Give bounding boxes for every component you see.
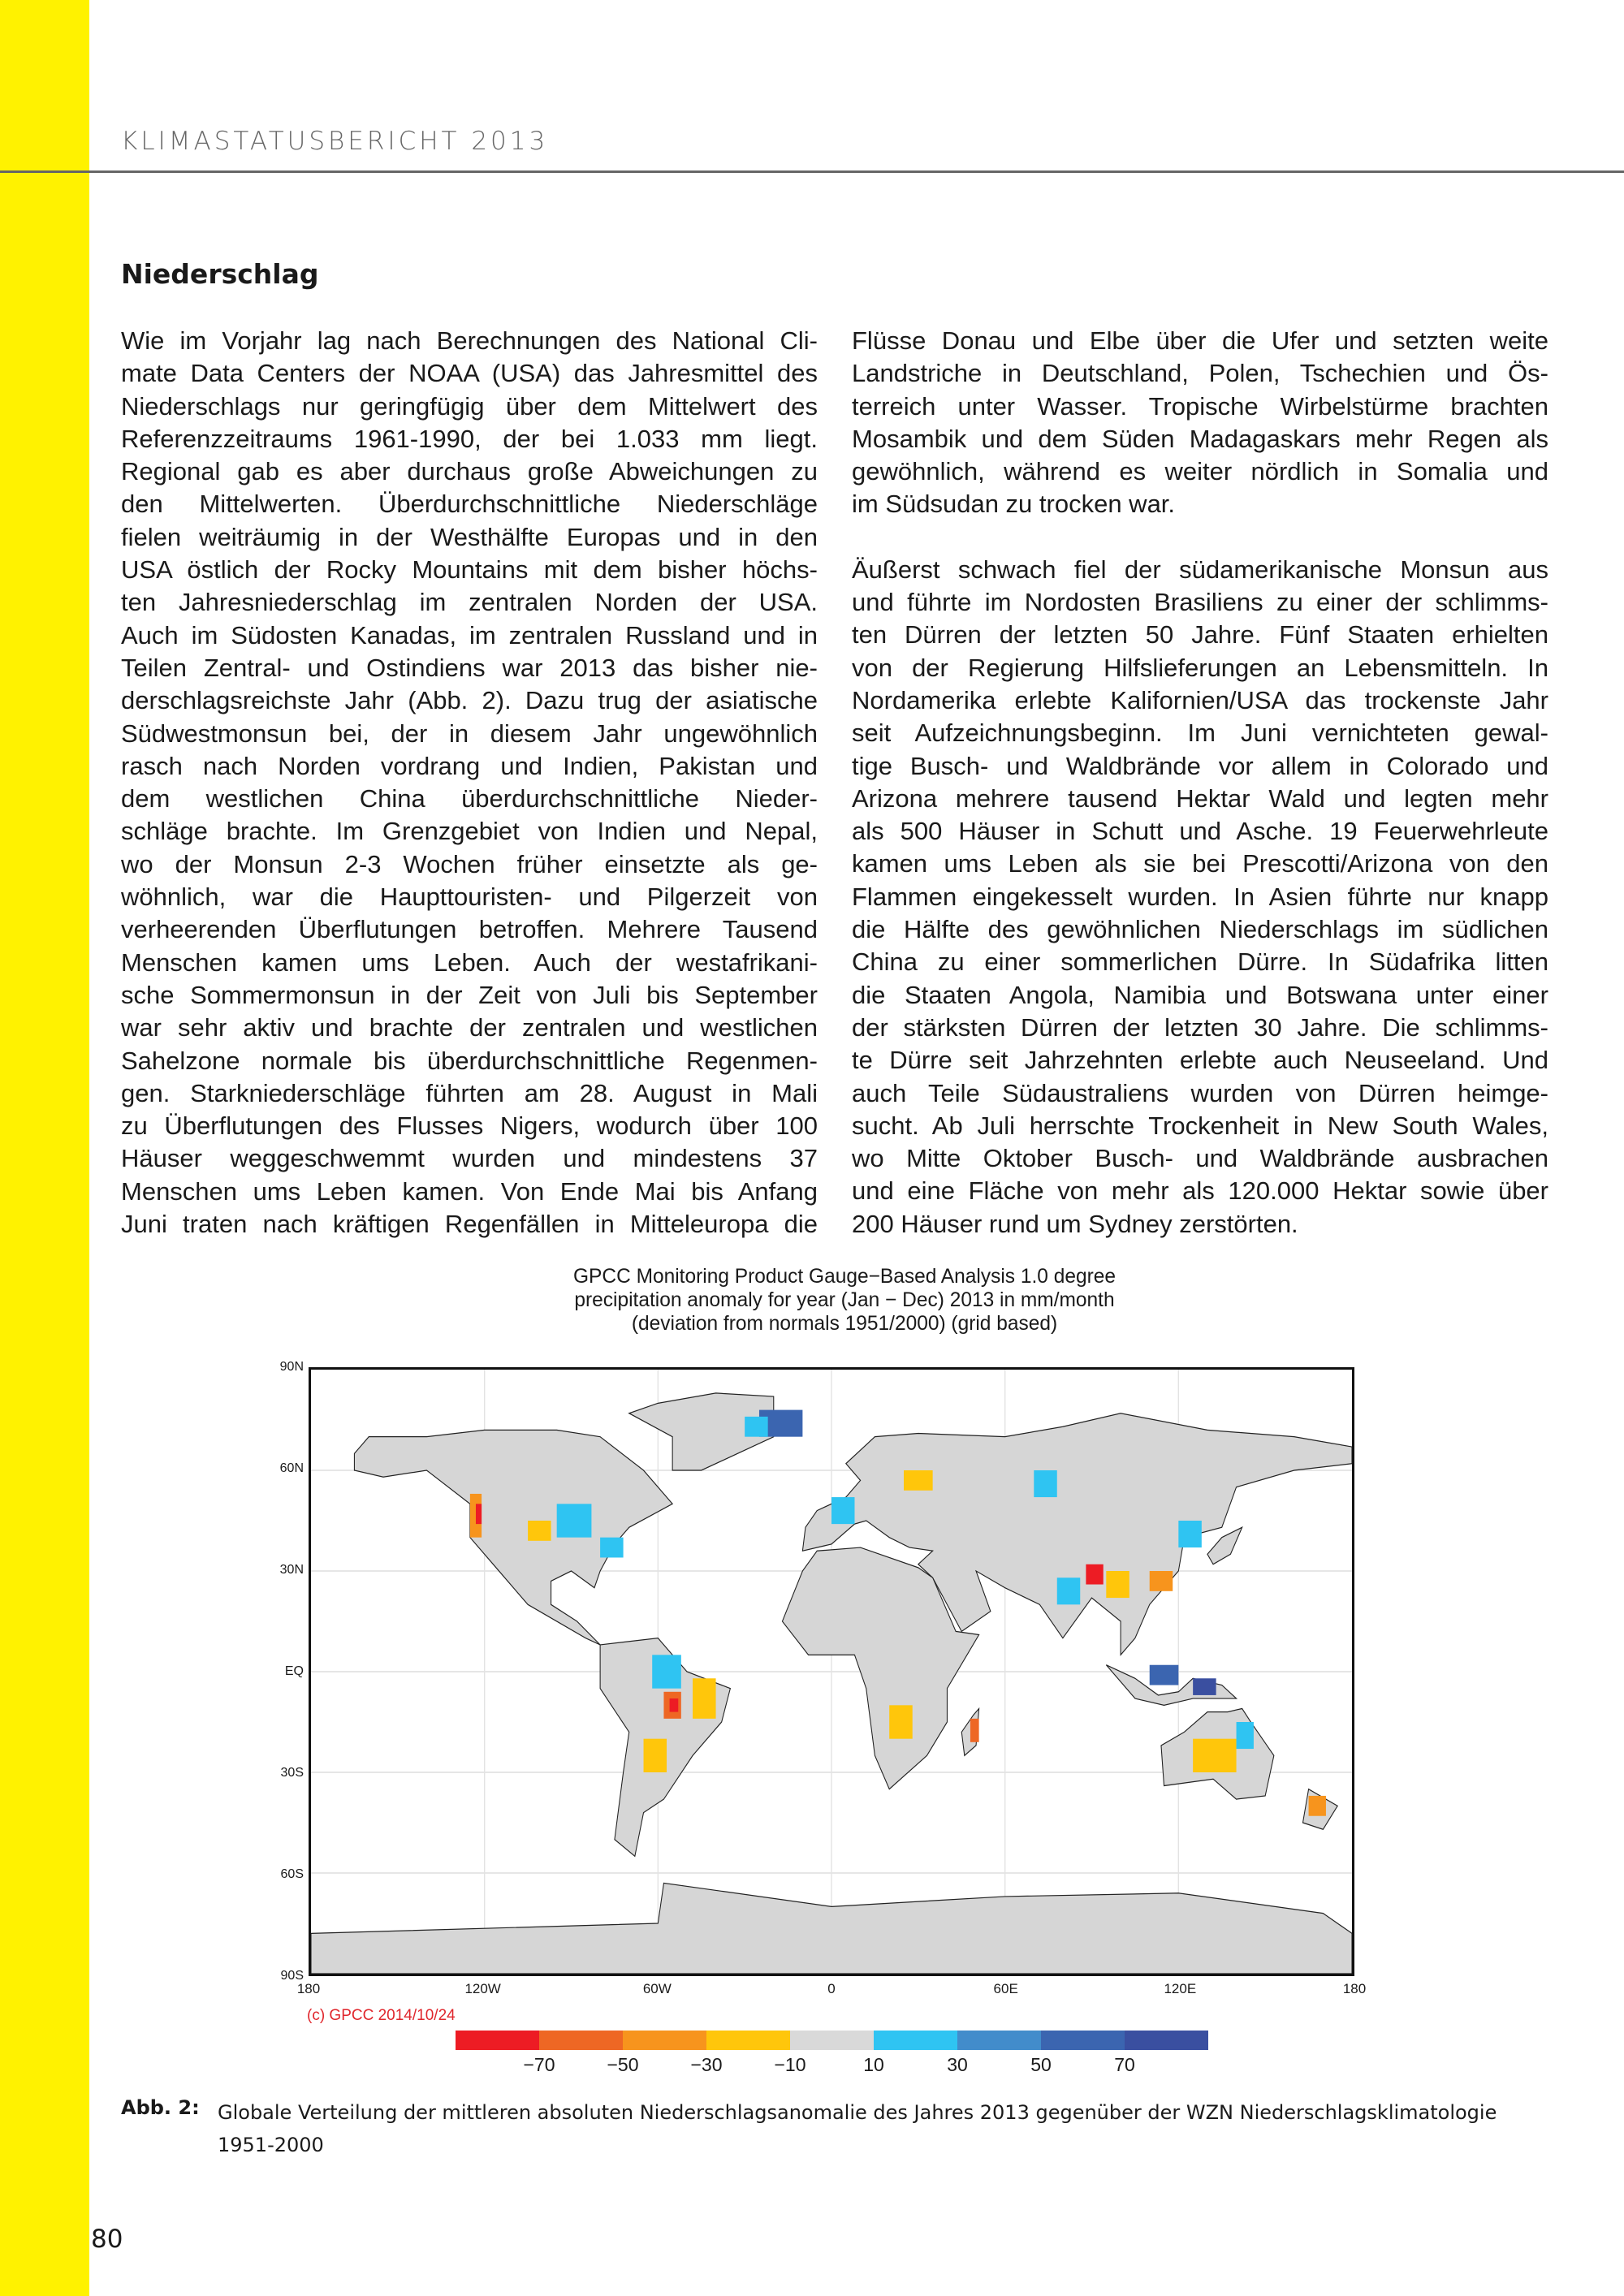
text-line: Niederschlags nur geringfügig über dem Mittelwert des [121,391,818,421]
text-line: Menschen kamen ums Leben. Auch der westafrikani- [121,947,818,977]
text-line: Flüsse Donau und Elbe über die Ufer und setzten weite [852,326,1548,355]
colorbar-swatch [1041,2031,1125,2050]
colorbar-swatch [874,2031,957,2050]
japan [1207,1527,1242,1564]
figure-title-line: (deviation from normals 1951/2000) (grid based) [631,1312,1058,1335]
text-line: sche Sommermonsun in der Zeit von Juli bis September [121,980,818,1009]
text-line: Flammen eingekesselt wurden. In Asien führte nur knapp [852,882,1548,911]
text-line: der stärksten Dürren der letzten 30 Jahre. Die schlimms- [852,1012,1548,1042]
text-line: Teilen Zentral- und Ostindiens war 2013 das bisher nie- [121,653,818,682]
lat-tick-label: 60N [279,1461,304,1475]
colorbar-swatch [957,2031,1041,2050]
text-line: Juni traten nach kräftigen Regenfällen in Mitteleuropa die [121,1210,818,1239]
lat-tick-label: EQ [284,1664,304,1678]
text-column-right [852,325,1548,1273]
text-line: fielen weiträumig in der Westhälfte Europas und in den [121,522,818,551]
text-line: auch Teile Südaustraliens wurden von Dürren heimge- [852,1078,1548,1107]
text-line: im Südsudan zu trocken war. [852,490,1176,519]
lon-tick-label: 120E [1164,1981,1197,1996]
text-line: gen. Starkniederschläge führten am 28. August in Mali [121,1078,818,1107]
colorbar-label: 70 [1114,2054,1135,2075]
text-line: Äußerst schwach fiel der südamerikanische Monsun aus [852,555,1548,584]
paragraph [852,554,1548,1241]
lon-tick-label: 180 [296,1981,321,1996]
colorbar-swatch [456,2031,539,2050]
text-line: Wie im Vorjahr lag nach Berechnungen des National Cli- [121,326,818,355]
text-line: schläge brachte. Im Grenzgebiet von Indien und Nepal, [121,817,818,846]
precipitation-anomaly-map [309,1367,1354,1976]
yellow-margin-bar [0,0,89,2296]
text-line: Südwestmonsun bei, der in diesem Jahr ungewöhnlich [121,719,818,748]
colorbar-label: 30 [947,2054,968,2075]
page-number: 80 [91,2225,123,2254]
colorbar-label: −50 [607,2054,639,2075]
paragraph [852,325,1548,521]
text-line: sucht. Ab Juli herrschte Trockenheit in New South Wales, [852,1111,1548,1140]
text-line: den Mittelwerten. Überdurchschnittliche Niederschläge [121,490,818,519]
text-column-left [121,325,818,1273]
text-line: zu Überflutungen des Flusses Nigers, wodurch über 100 [121,1111,818,1141]
text-line: war sehr aktiv und brachte der zentralen und westlichen [121,1013,818,1042]
paragraph [121,325,818,1241]
text-line: mate Data Centers der NOAA (USA) das Jahresmittel des [121,359,818,388]
text-line: und führte im Nordosten Brasiliens zu einer der schlimms- [852,588,1548,617]
lon-tick-label: 120W [464,1981,501,1996]
caption-text: Globale Verteilung der mittleren absoluten Niederschlagsanomalie des Jahres 2013 gegenüber der WZN Niederschlagsklimatologie 1951-2000 [218,2101,1497,2156]
north-america [354,1430,672,1645]
colorbar-swatch [1125,2031,1208,2050]
text-line: die Hälfte des gewöhnlichen Niederschlags im südlichen [852,915,1548,944]
text-line: von der Regierung Hilfslieferungen an Lebensmitteln. In [852,653,1548,682]
text-line: wo Mitte Oktober Busch- und Waldbrände ausbrachen [852,1144,1548,1173]
colorbar [456,2031,1208,2050]
text-line: Arizona mehrere tausend Hektar Wald und legten mehr [852,783,1548,813]
section-heading: Niederschlag [121,258,319,290]
header-divider [0,170,1624,173]
lon-tick-label: 0 [827,1981,836,1996]
text-line: seit Aufzeichnungsbeginn. Im Juni vernichteten gewal- [852,719,1548,748]
text-line: die Staaten Angola, Namibia und Botswana unter einer [852,980,1548,1009]
text-line: tige Busch- und Waldbrände vor allem in Colorado und [852,751,1548,780]
colorbar-swatch [539,2031,623,2050]
text-line: Sahelzone normale bis überdurchschnittliche Regenmen- [121,1046,818,1075]
lon-tick-label: 180 [1342,1981,1367,1996]
text-line: Regional gab es aber durchaus große Abweichungen zu [121,457,818,486]
colorbar-label: 10 [863,2054,884,2075]
text-line: Referenzzeitraums 1961-1990, der bei 1.033 mm liegt. [121,424,818,453]
colorbar-swatch [623,2031,706,2050]
colorbar-swatch [706,2031,790,2050]
caption-label: Abb. 2: [121,2096,200,2119]
colorbar-label: −70 [523,2054,555,2075]
text-line: Häuser weggeschwemmt wurden und mindestens 37 [121,1144,818,1173]
text-line: derschlagsreichste Jahr (Abb. 2). Dazu trug der asiatische [121,686,818,715]
lat-tick-label: 90N [279,1360,304,1374]
text-line: verheerenden Überflutungen betroffen. Mehrere Tausend [121,915,818,944]
text-line: Nordamerika erlebte Kalifornien/USA das trockenste Jahr [852,685,1548,714]
lat-tick-label: 30S [280,1766,304,1780]
text-line: 200 Häuser rund um Sydney zerstörten. [852,1209,1298,1238]
lon-tick-label: 60W [642,1981,672,1996]
text-line: Mosambik und dem Süden Madagaskars mehr Regen als [852,424,1548,453]
text-line: kamen ums Leben als sie bei Prescotti/Arizona von den [852,849,1548,878]
text-line: Auch im Südosten Kanadas, im zentralen Russland und in [121,620,818,650]
text-line: USA östlich der Rocky Mountains mit dem bisher höchs- [121,555,818,585]
figure-title-line: GPCC Monitoring Product Gauge−Based Analysis 1.0 degree [572,1265,1116,1288]
lon-tick-label: 60E [993,1981,1018,1996]
copyright-note: (c) GPCC 2014/10/24 [307,2007,456,2024]
text-line: ten Dürren der letzten 50 Jahre. Fünf Staaten erhielten [852,620,1548,650]
text-line: Landstriche in Deutschland, Polen, Tschechien und Ös- [852,359,1548,388]
world-map [311,1370,1352,1974]
colorbar-label: −30 [690,2054,723,2075]
colorbar-label: 50 [1030,2054,1052,2075]
text-line: te Dürre seit Jahrzehnten erlebte auch Neuseeland. Und [852,1046,1548,1075]
colorbar-swatch [790,2031,874,2050]
text-line: als 500 Häuser in Schutt und Asche. 19 Feuerwehrleute [852,817,1548,846]
figure-title [447,1265,1242,1336]
text-line: terreich unter Wasser. Tropische Wirbelstürme brachten [852,391,1548,421]
text-line: Menschen ums Leben kamen. Von Ende Mai bis Anfang [121,1176,818,1206]
figure-title-line: precipitation anomaly for year (Jan − Dec) 2013 in mm/month [574,1288,1115,1311]
text-line: dem westlichen China überdurchschnittliche Nieder- [121,784,818,814]
lat-tick-label: 90S [280,1969,304,1983]
text-line: gewöhnlich, während es weiter nördlich in Somalia und [852,457,1548,486]
text-line: wöhnlich, war die Haupttouristen- und Pilgerzeit von [121,883,818,912]
colorbar-label: −10 [774,2054,806,2075]
text-line: China zu einer sommerlichen Dürre. In Südafrika litten [852,947,1548,977]
text-line: rasch nach Norden vordrang und Indien, Pakistan und [121,751,818,780]
running-header: KLIMASTATUSBERICHT 2013 [121,127,549,156]
text-line: wo der Monsun 2-3 Wochen früher einsetzte als ge- [121,849,818,878]
text-line: und eine Fläche von mehr als 120.000 Hektar sowie über [852,1176,1548,1206]
lat-tick-label: 30N [279,1563,304,1577]
lat-tick-label: 60S [280,1867,304,1881]
text-line: ten Jahresniederschlag im zentralen Norden der USA. [121,588,818,617]
